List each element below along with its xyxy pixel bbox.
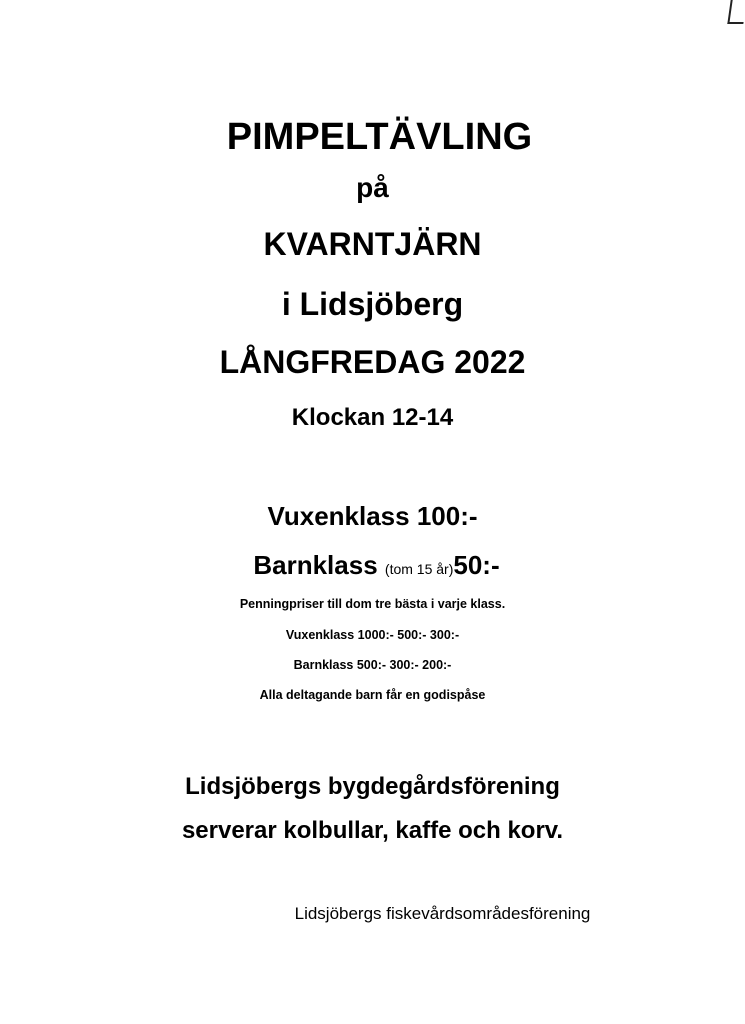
adult-class-fee: Vuxenklass 100:-	[267, 501, 478, 531]
child-class-fee	[0, 552, 745, 578]
scan-corner-mark	[727, 0, 745, 24]
association-line: Lidsjöbergs bygdegårdsförening	[185, 773, 560, 800]
child-class-price: 50:-	[453, 550, 500, 580]
event-date: LÅNGFREDAG 2022	[219, 344, 526, 380]
preposition-text: på	[356, 172, 389, 203]
candy-note: Alla deltagande barn får en godispåse	[259, 688, 486, 702]
prize-adult: Vuxenklass 1000:- 500:- 300:-	[285, 628, 460, 642]
serves-line: serverar kolbullar, kaffe och korv.	[181, 817, 564, 844]
village-name: i Lidsjöberg	[281, 286, 464, 322]
child-class-name: Barnklass	[253, 550, 378, 580]
poster-title: PIMPELTÄVLING	[226, 116, 533, 158]
event-time: Klockan 12-14	[291, 404, 454, 431]
prize-child: Barnklass 500:- 300:- 200:-	[293, 658, 452, 672]
child-class-note: (tom 15 år)	[384, 561, 454, 577]
prize-info: Penningpriser till dom tre bästa i varje klass.	[239, 597, 506, 611]
lake-name: KVARNTJÄRN	[263, 226, 482, 262]
organizer-name: Lidsjöbergs fiskevårdsområdesförening	[294, 904, 591, 923]
